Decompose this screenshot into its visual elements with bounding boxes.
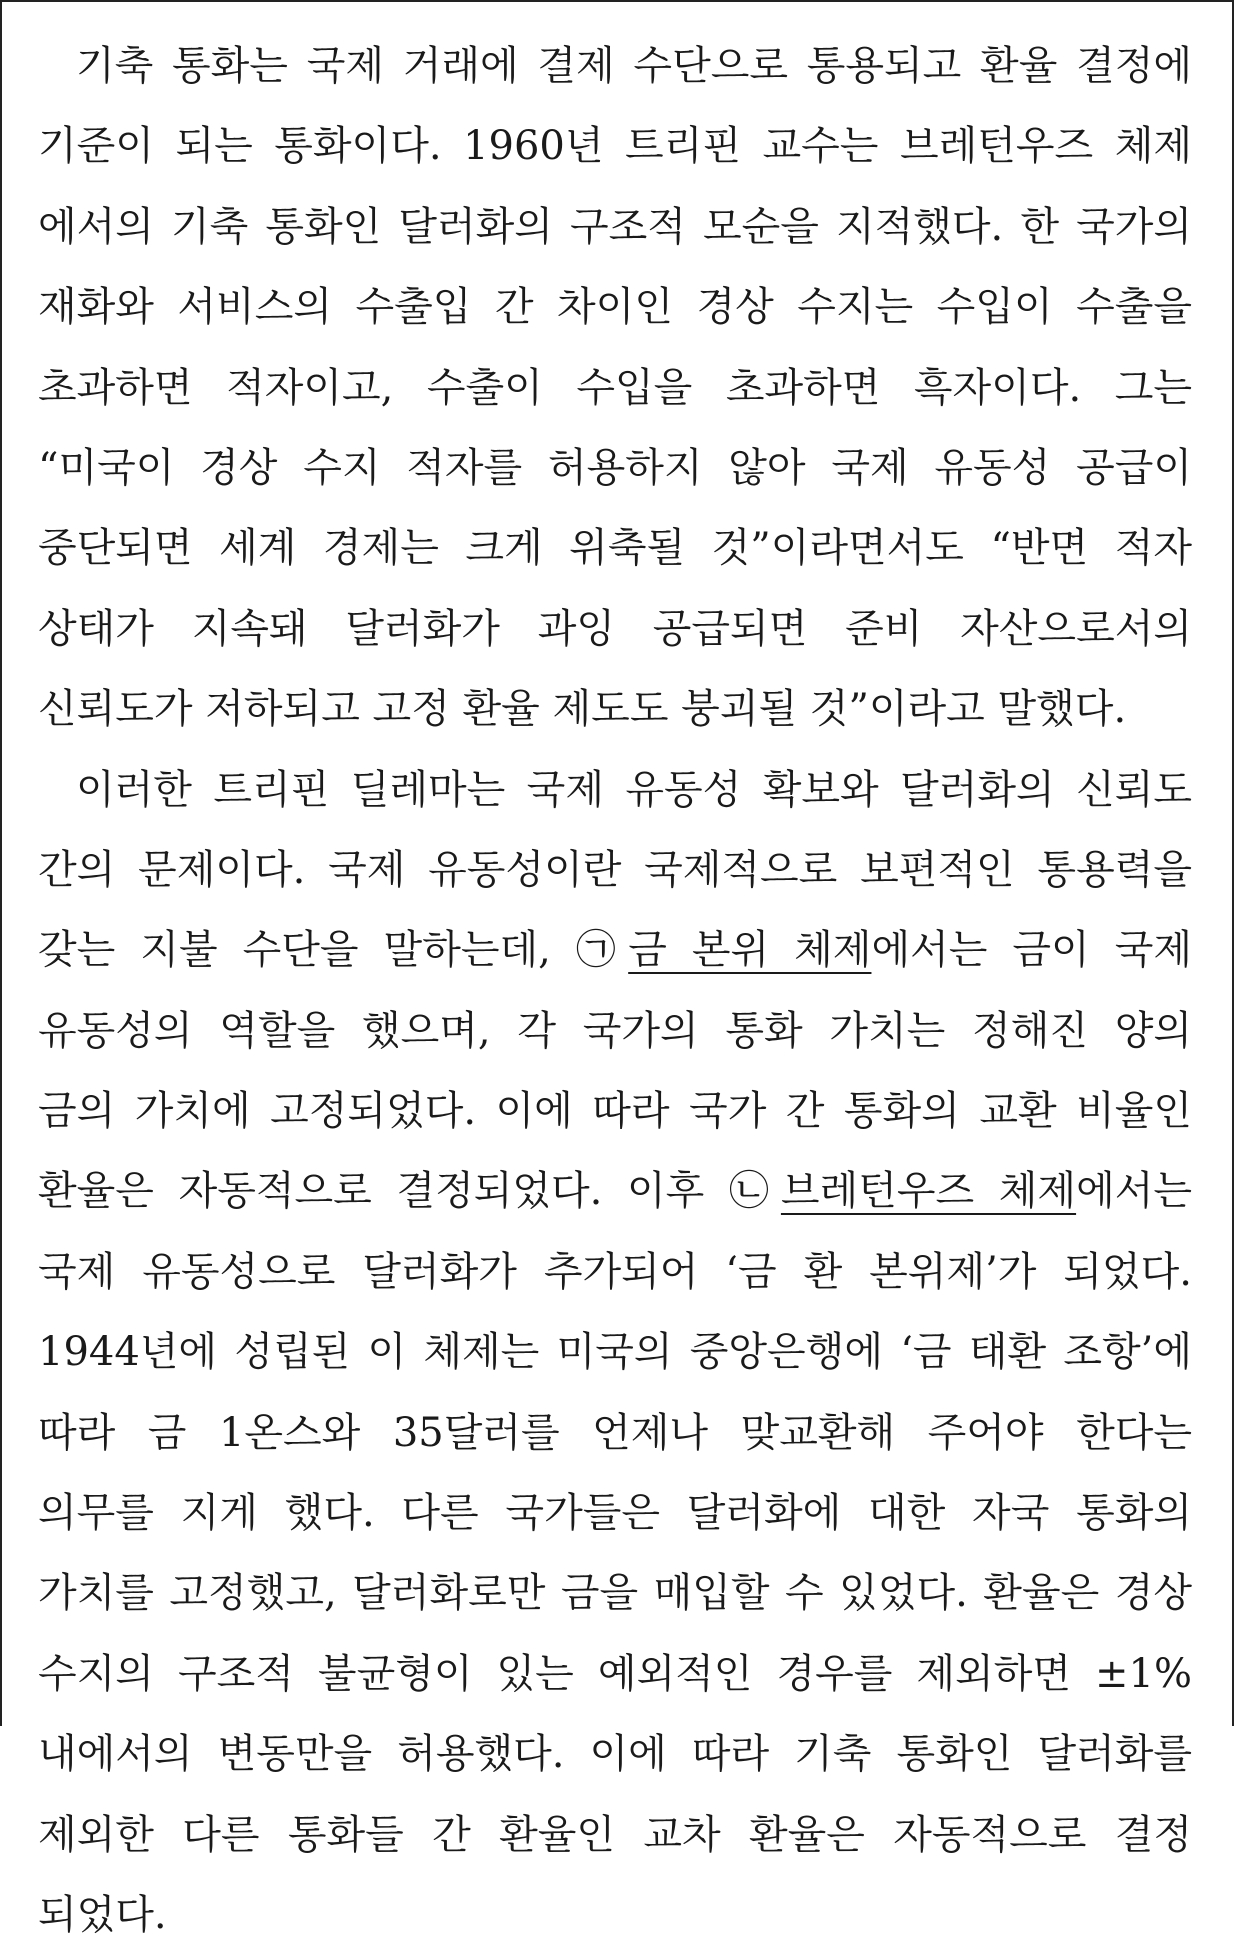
text-line: 국제 유동성으로 달러화가 추가되어 ‘금 환 본위제’가 되었다. [38,1248,1192,1295]
text-line: 에서의 기축 통화인 달러화의 구조적 모순을 지적했다. 한 국가의 [38,203,1192,250]
text-line: 수지의 구조적 불균형이 있는 예외적인 경우를 제외하면 ±1% [38,1650,1192,1697]
circled-letter-b-marker: ㉡ [728,1168,781,1215]
underlined-term-bretton-woods: 브레턴우즈 체제 [780,1168,1077,1215]
text-line: 초과하면 적자이고, 수출이 수입을 초과하면 흑자이다. 그는 [38,364,1192,411]
text-line: 내에서의 변동만을 허용했다. 이에 따라 기축 통화인 달러화를 [38,1731,1192,1778]
text-line: 따라 금 1온스와 35달러를 언제나 맞교환해 주어야 한다는 [38,1409,1192,1456]
text-line: 의무를 지게 했다. 다른 국가들은 달러화에 대한 자국 통화의 [38,1490,1192,1537]
text-line: 가치를 고정했고, 달러화로만 금을 매입할 수 있었다. 환율은 경상 [38,1570,1192,1617]
text-line: 상태가 지속돼 달러화가 과잉 공급되면 준비 자산으로서의 [38,605,1192,652]
text-segment: 환율은 자동적으로 결정되었다. 이후 [38,1168,729,1215]
text-line: 간의 문제이다. 국제 유동성이란 국제적으로 보편적인 통용력을 [38,846,1192,893]
paragraph-1 [38,26,1192,750]
text-line: “미국이 경상 수지 적자를 허용하지 않아 국제 유동성 공급이 [38,444,1192,491]
circled-letter-a-marker: ㉠ [575,927,629,974]
text-line: 되었다. [38,1891,167,1938]
text-line: 이러한 트리핀 딜레마는 국제 유동성 확보와 달러화의 신뢰도 [76,766,1192,813]
text-line: 1944년에 성립된 이 체제는 미국의 중앙은행에 ‘금 태환 조항’에 [38,1329,1192,1376]
text-segment: 에서는 금이 국제 [871,927,1192,974]
text-line: 신뢰도가 저하되고 고정 환율 제도도 붕괴될 것”이라고 말했다. [38,686,1127,733]
text-line: 재화와 서비스의 수출입 간 차이인 경상 수지는 수입이 수출을 [38,284,1192,331]
text-line: 기준이 되는 통화이다. 1960년 트리핀 교수는 브레턴우즈 체제 [38,123,1192,170]
text-segment: 갖는 지불 수단을 말하는데, [38,927,576,974]
text-segment: 에서는 [1076,1168,1192,1215]
underlined-term-gold-standard: 금 본위 체제 [628,927,872,974]
text-line: 금의 가치에 고정되었다. 이에 따라 국가 간 통화의 교환 비율인 [38,1088,1192,1135]
text-line: 유동성의 역할을 했으며, 각 국가의 통화 가치는 정해진 양의 [38,1007,1192,1054]
text-line: 기축 통화는 국제 거래에 결제 수단으로 통용되고 환율 결정에 [76,43,1192,89]
text-line: 제외한 다른 통화들 간 환율인 교차 환율은 자동적으로 결정 [38,1811,1192,1858]
text-line-with-term-b [38,1151,1192,1231]
paragraph-2 [38,750,1192,1955]
text-line: 중단되면 세계 경제는 크게 위축될 것”이라면서도 “반면 적자 [38,525,1192,572]
text-line-with-term-a [38,910,1192,990]
